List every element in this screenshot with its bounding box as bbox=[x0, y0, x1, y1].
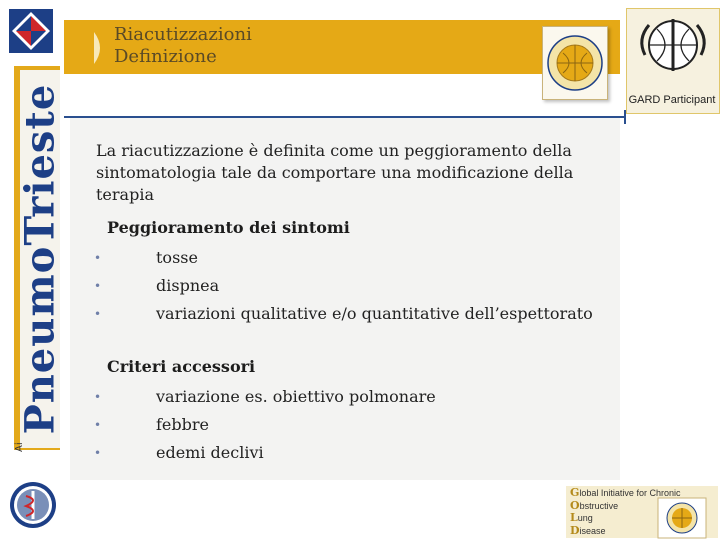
bullet-icon: • bbox=[94, 390, 102, 404]
gold-initial: G bbox=[570, 486, 580, 499]
bullet-icon: • bbox=[94, 446, 102, 460]
section-heading-accessory: Criteri accessori bbox=[107, 357, 256, 376]
list-item-text: edemi declivi bbox=[156, 443, 264, 462]
caduceus-medallion-icon bbox=[8, 480, 58, 530]
bullet-icon: • bbox=[94, 307, 102, 321]
gold-globe-icon bbox=[658, 498, 706, 538]
gold-rest: bstructive bbox=[579, 500, 619, 511]
list-item-text: variazione es. obiettivo polmonare bbox=[156, 387, 436, 406]
gold-seal bbox=[542, 26, 608, 100]
gard-participant-label: GARD Participant bbox=[628, 94, 716, 106]
sidebar-vertical-title bbox=[16, 70, 64, 448]
page-title-line1: Riacutizzazioni bbox=[114, 24, 252, 45]
gold-rest: isease bbox=[579, 525, 606, 536]
sidebar-title-text: PneumoTrieste bbox=[16, 83, 64, 435]
bullet-icon: • bbox=[94, 279, 102, 293]
header-rule-tick bbox=[624, 110, 626, 124]
bullet-icon: • bbox=[94, 251, 102, 265]
list-item-text: dispnea bbox=[156, 276, 220, 295]
page-title-line2: Definizione bbox=[114, 46, 217, 67]
gold-initial: O bbox=[570, 498, 580, 512]
gold-rest: ung bbox=[577, 513, 593, 523]
definition-text: La riacutizzazione è definita come un peggioramento della sintomatologia tale da comportare una modificazione della terapia bbox=[96, 141, 574, 204]
gold-initial: D bbox=[570, 523, 580, 537]
sidebar-caption: Ai bbox=[14, 442, 25, 452]
gold-seal-icon bbox=[543, 27, 607, 99]
section-heading-symptoms: Peggioramento dei sintomi bbox=[107, 218, 350, 237]
who-emblem-icon bbox=[627, 9, 719, 93]
bullet-icon: • bbox=[94, 418, 102, 432]
page-title bbox=[114, 24, 252, 68]
list-item-text: tosse bbox=[156, 248, 198, 267]
list-item-text: variazioni qualitative e/o quantitative dell’espettorato bbox=[156, 304, 593, 323]
list-item-text: febbre bbox=[156, 415, 209, 434]
gold-initial: L bbox=[570, 511, 578, 524]
gold-rest: lobal Initiative for Chronic bbox=[579, 488, 681, 498]
logo-quadrant-icon bbox=[8, 8, 54, 54]
header-accent-icon bbox=[92, 30, 108, 66]
